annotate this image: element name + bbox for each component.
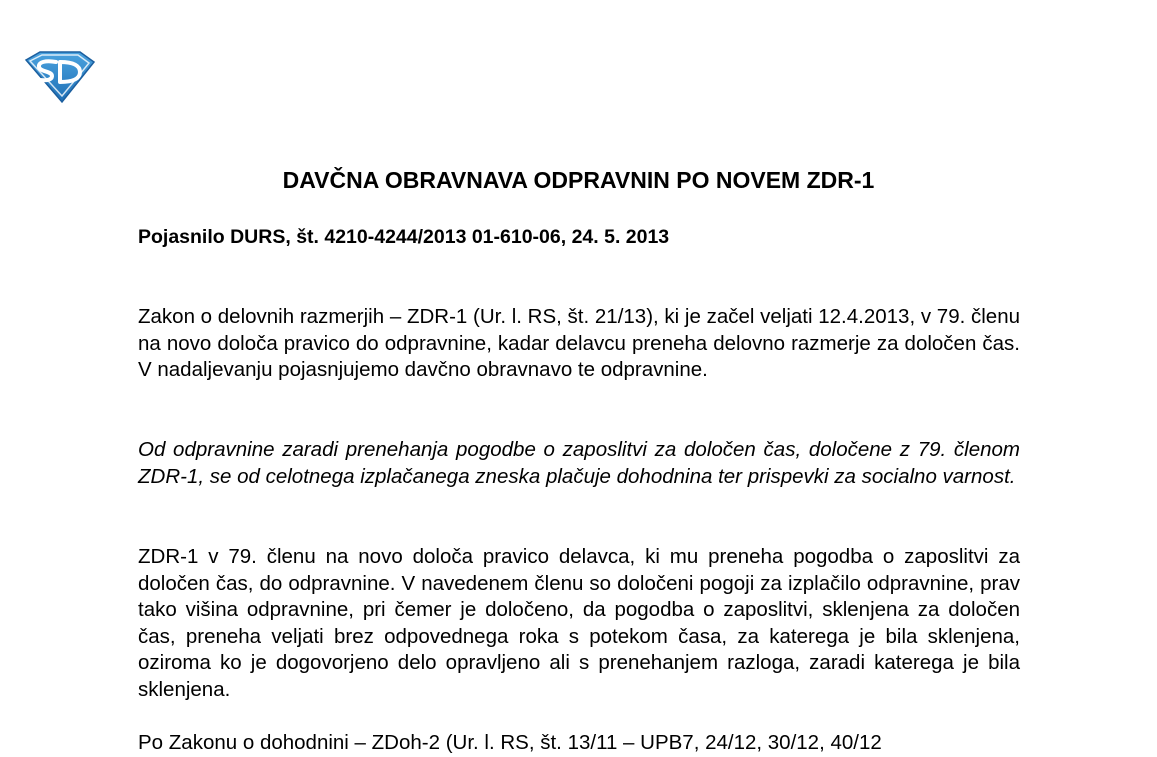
- paragraph-intro: Zakon o delovnih razmerjih – ZDR-1 (Ur. l. RS, št. 21/13), ki je začel veljati 12.4.2013, v 79. členu na novo določa pravico do odpravnine, kadar delavcu preneha delovno razmerje za določen čas. V nadaljevanju pojasnjujemo davčno obravnavo te odpravnine.: [138, 305, 1020, 381]
- paragraph-details: ZDR-1 v 79. členu na novo določa pravico delavca, ki mu preneha pogodba o zaposlitvi za določen čas, do odpravnine. V navedenem členu so določeni pogoji za izplačilo odpravnine, prav tako višina odpravnine, pri čemer je določeno, da pogodba o zaposlitvi, sklenjena za določen čas, preneha veljati brez odpovednega roka s potekom časa, za katerega je bila sklenjena, oziroma ko je dogovorjeno delo opravljeno ali s prenehanjem razloga, zaradi katerega je bila sklenjena.: [138, 545, 1020, 701]
- paragraph-continuation: Po Zakonu o dohodnini – ZDoh-2 (Ur. l. RS, št. 13/11 – UPB7, 24/12, 30/12, 40/12: [138, 731, 882, 754]
- document-title: DAVČNA OBRAVNAVA ODPRAVNIN PO NOVEM ZDR-1: [282, 167, 875, 193]
- company-logo: [22, 50, 96, 104]
- document-subtitle: Pojasnilo DURS, št. 4210-4244/2013 01-610-06, 24. 5. 2013: [138, 226, 670, 248]
- sd-logo-icon: [22, 50, 96, 104]
- paragraph-summary-italic: Od odpravnine zaradi prenehanja pogodbe o zaposlitvi za določen čas, določene z 79. členom ZDR-1, se od celotnega izplačanega zneska plačuje dohodnina ter prispevki za socialno varnost.: [138, 438, 1020, 488]
